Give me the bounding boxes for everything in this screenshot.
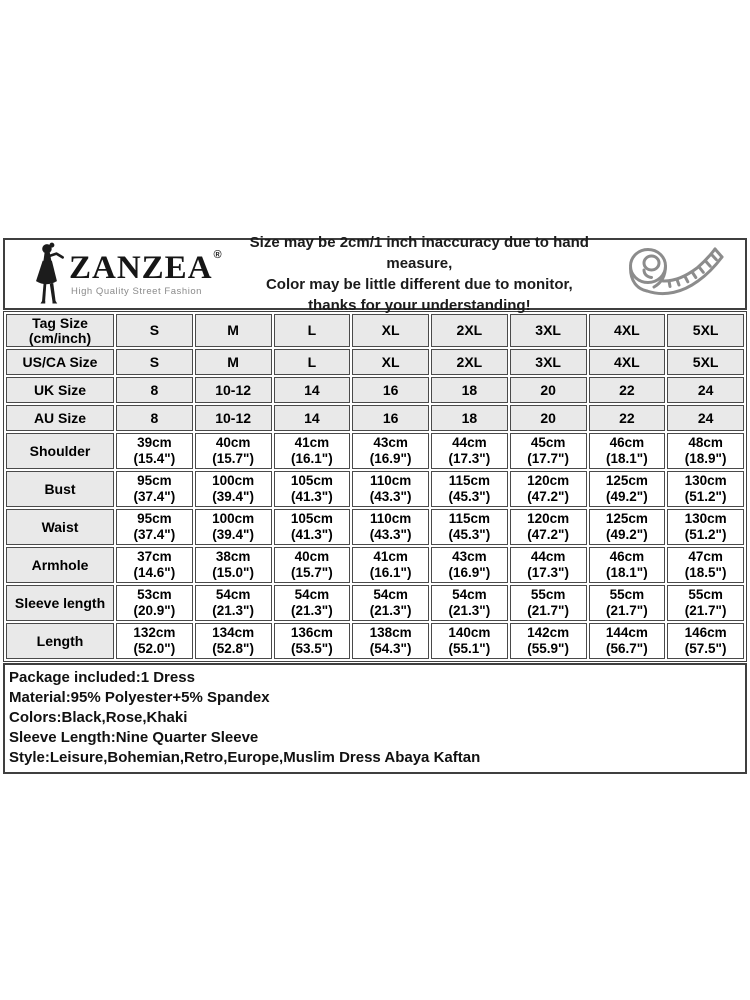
size-value-cell-text: 22 [619, 410, 635, 426]
disclaimer-line: thanks for your understanding! [308, 297, 531, 314]
measurement-cell-text: (21.3") [212, 603, 254, 618]
measurement-cell [116, 433, 193, 469]
measurement-cell-text: (18.9") [684, 451, 727, 466]
measurement-cell-text: (41.3") [291, 489, 333, 504]
measurement-cell-text: 110cm [369, 510, 412, 526]
measurement-cell-text: 134cm [212, 624, 255, 640]
measuring-tape-icon [617, 244, 729, 304]
measurement-cell-text: (53.5") [291, 641, 333, 656]
row-label-cell-text: Shoulder [29, 442, 91, 459]
size-conversion-row [6, 377, 744, 403]
measurement-cell [510, 433, 587, 469]
measurement-cell-text: 53cm [137, 586, 172, 602]
measurement-cell [195, 471, 272, 507]
size-value-cell [116, 405, 193, 431]
measurement-cell [352, 585, 429, 621]
brand-logo [27, 242, 222, 306]
measurement-cell-text: 55cm [609, 586, 645, 602]
row-label-cell-text: US/CA Size [22, 354, 98, 370]
measurement-cell [116, 509, 193, 545]
material-line: Material:95% Polyester+5% Spandex [9, 689, 270, 706]
brand-logo-text [69, 248, 222, 297]
measurement-cell [510, 585, 587, 621]
measurement-cell [510, 547, 587, 583]
measurement-cell-text: (21.3") [448, 603, 491, 618]
size-value-cell [116, 377, 193, 403]
disclaimer-line: Size may be 2cm/1 inch inaccuracy due to hand measure, [249, 234, 589, 272]
measurement-cell-text: (18.5") [684, 565, 727, 580]
measurement-cell [510, 509, 587, 545]
measurement-cell [352, 471, 429, 507]
size-value-cell [352, 349, 429, 375]
column-header-cell [274, 314, 351, 347]
size-value-cell-text: 24 [697, 410, 714, 426]
size-conversion-row [6, 349, 744, 375]
measurement-cell [589, 623, 666, 659]
measurement-cell-text: 39cm [137, 434, 172, 450]
size-value-cell [431, 377, 508, 403]
measurement-cell-text: 41cm [373, 548, 408, 564]
measurement-cell [195, 623, 272, 659]
measurement-cell-text: 100cm [212, 510, 255, 526]
row-label-cell-text: Sleeve length [14, 594, 106, 611]
measurement-cell-text: (16.9") [369, 451, 412, 466]
measurement-cell [589, 471, 666, 507]
measurement-cell [431, 623, 508, 659]
measurement-cell-text: (47.2") [527, 527, 569, 542]
measurement-cell-text: (17.7") [527, 451, 569, 466]
measurement-cell [352, 433, 429, 469]
measurement-cell [667, 509, 744, 545]
package-included-line: Package included:1 Dress [9, 669, 195, 686]
measurement-cell [116, 623, 193, 659]
measurement-cell [431, 547, 508, 583]
measurement-row [6, 509, 744, 545]
size-value-cell-text: L [307, 354, 317, 370]
measurement-cell-text: (18.1") [606, 565, 648, 580]
header-box [3, 234, 747, 314]
measurement-cell-text: (16.1") [291, 451, 333, 466]
measurement-cell [510, 471, 587, 507]
size-value-cell [589, 405, 666, 431]
measurement-cell-text: (16.1") [369, 565, 412, 580]
measurement-cell [510, 623, 587, 659]
column-header-cell [431, 314, 508, 347]
size-value-cell-text: 5XL [692, 354, 719, 370]
measurement-cell-text: (47.2") [527, 489, 569, 504]
measurement-cell-text: (51.2") [684, 489, 727, 504]
measurement-cell [352, 509, 429, 545]
size-value-cell-text: 16 [382, 410, 399, 426]
size-value-cell [589, 349, 666, 375]
measurement-cell-text: 37cm [137, 548, 172, 564]
size-value-cell [667, 349, 744, 375]
row-label-cell [6, 405, 114, 431]
measurement-cell-text: 95cm [137, 510, 172, 526]
size-value-cell-text: 18 [461, 410, 478, 426]
measurement-cell-text: 115cm [448, 472, 491, 488]
measurement-cell [431, 585, 508, 621]
column-header-cell [589, 314, 666, 347]
column-header-cell-text: S [149, 322, 160, 338]
size-value-cell-text: 20 [540, 410, 556, 426]
measurement-cell-text: (14.6") [133, 565, 176, 580]
size-value-cell [510, 377, 587, 403]
measurement-cell-text: 54cm [294, 586, 330, 602]
column-header-cell [116, 314, 193, 347]
measurement-cell-text: 110cm [369, 472, 412, 488]
measurement-cell [195, 509, 272, 545]
size-value-cell [274, 405, 351, 431]
measurement-cell [195, 547, 272, 583]
measurement-cell-text: 38cm [215, 548, 251, 564]
woman-silhouette-icon [27, 242, 65, 306]
measurement-cell-text: 105cm [290, 510, 333, 526]
measurement-cell [274, 547, 351, 583]
size-value-cell [116, 349, 193, 375]
style-line: Style:Leisure,Bohemian,Retro,Europe,Muslim Dress Abaya Kaftan [9, 749, 481, 766]
measurement-cell-text: (15.7") [291, 565, 333, 580]
row-label-cell [6, 433, 114, 469]
measurement-row [6, 623, 744, 659]
column-header-cell-text: XL [381, 322, 400, 338]
measurement-cell [589, 547, 666, 583]
size-value-cell [352, 405, 429, 431]
row-label-cell [6, 349, 114, 375]
measurement-cell-text: (55.1") [448, 641, 491, 656]
measurement-cell-text: 41cm [294, 434, 330, 450]
measurement-cell-text: 54cm [452, 586, 487, 602]
measurement-cell-text: (55.9") [527, 641, 569, 656]
row-label-cell-text: Waist [41, 518, 79, 535]
measurement-cell-text: 120cm [527, 472, 570, 488]
measurement-cell-text: 136cm [290, 624, 333, 640]
measurement-cell-text: (39.4") [212, 527, 254, 542]
measurement-cell-text: (21.3") [369, 603, 412, 618]
measurement-cell [195, 585, 272, 621]
colors-line: Colors:Black,Rose,Khaki [9, 709, 188, 726]
measurement-cell-text: 55cm [530, 586, 566, 602]
measurement-cell [431, 433, 508, 469]
size-value-cell [274, 377, 351, 403]
size-value-cell [431, 349, 508, 375]
measurement-cell-text: (56.7") [606, 641, 648, 656]
measurement-cell-text: 45cm [530, 434, 566, 450]
measurement-cell-text: (21.7") [684, 603, 727, 618]
measurement-cell-text: 44cm [530, 548, 566, 564]
measurement-cell-text: 46cm [609, 434, 645, 450]
measurement-cell-text: (21.7") [606, 603, 648, 618]
measurement-cell-text: (39.4") [212, 489, 254, 504]
measurement-cell-text: (57.5") [684, 641, 727, 656]
measurement-row [6, 471, 744, 507]
size-value-cell-text: 16 [382, 382, 399, 398]
row-label-cell-text: UK Size [33, 382, 87, 398]
measurement-cell-text: (54.3") [369, 641, 412, 656]
size-disclaimer [222, 232, 617, 316]
measurement-cell [274, 433, 351, 469]
measurement-cell-text: 43cm [373, 434, 408, 450]
measurement-cell-text: 140cm [448, 624, 491, 640]
size-value-cell-text: 10-12 [215, 410, 252, 426]
measurement-cell [274, 623, 351, 659]
measurement-cell-text: (45.3") [448, 527, 491, 542]
measurement-cell-text: (52.0") [133, 641, 176, 656]
column-header-cell-text: L [307, 322, 317, 338]
measurement-cell-text: (16.9") [448, 565, 491, 580]
measurement-cell-text: 138cm [369, 624, 412, 640]
measurement-cell [116, 471, 193, 507]
measurement-cell [667, 585, 744, 621]
size-value-cell-text: 2XL [456, 354, 483, 370]
measurement-cell-text: (15.0") [212, 565, 254, 580]
size-value-cell [510, 349, 587, 375]
measurement-cell-text: 125cm [605, 472, 648, 488]
size-value-cell [274, 349, 351, 375]
measurement-cell-text: 132cm [133, 624, 176, 640]
measurement-cell [667, 547, 744, 583]
measurement-cell-text: 40cm [294, 548, 330, 564]
measurement-cell [274, 471, 351, 507]
measurement-cell-text: 40cm [215, 434, 251, 450]
size-value-cell [195, 377, 272, 403]
measurement-cell-text: (49.2") [606, 527, 648, 542]
column-header-cell-text: 4XL [614, 322, 640, 338]
measurement-cell [274, 585, 351, 621]
row-label-cell [6, 547, 114, 583]
size-value-cell-text: 18 [461, 382, 478, 398]
size-value-cell-text: 20 [540, 382, 556, 398]
row-label-cell-text: (cm/inch) [28, 329, 92, 346]
disclaimer-line: Color may be little different due to monitor, [265, 276, 573, 293]
measurement-cell [195, 433, 272, 469]
size-value-cell-text: 8 [150, 410, 159, 426]
row-label-cell-text: Bust [44, 480, 76, 497]
column-header-cell-text: 2XL [456, 322, 483, 338]
measurement-cell-text: 146cm [684, 624, 727, 640]
brand-name: ZANZEA [69, 249, 213, 286]
size-value-cell [667, 405, 744, 431]
measurement-cell-text: (15.4") [133, 451, 176, 466]
measurement-cell-text: 130cm [684, 472, 727, 488]
measurement-cell-text: 115cm [448, 510, 491, 526]
column-header-cell-text: 3XL [535, 322, 561, 338]
measurement-cell [352, 547, 429, 583]
measurement-cell-text: (37.4") [133, 489, 176, 504]
measurement-cell-text: 44cm [452, 434, 487, 450]
size-value-cell-text: 4XL [614, 354, 640, 370]
size-value-cell [195, 349, 272, 375]
size-value-cell [431, 405, 508, 431]
product-info-box [3, 663, 747, 774]
row-label-cell-text: Tag Size [32, 314, 88, 331]
size-value-cell-text: S [149, 354, 160, 370]
measurement-cell-text: 54cm [373, 586, 408, 602]
measurement-cell [589, 433, 666, 469]
measurement-cell [667, 433, 744, 469]
column-header-cell [195, 314, 272, 347]
measurement-cell [667, 471, 744, 507]
measurement-cell-text: (18.1") [606, 451, 648, 466]
measurement-cell-text: (45.3") [448, 489, 491, 504]
measurement-cell-text: (37.4") [133, 527, 176, 542]
measurement-cell-text: (21.7") [527, 603, 569, 618]
size-value-cell-text: 3XL [535, 354, 561, 370]
measurement-cell [431, 471, 508, 507]
size-value-cell [352, 377, 429, 403]
measurement-cell [116, 585, 193, 621]
measurement-cell-text: (21.3") [291, 603, 333, 618]
size-value-cell [589, 377, 666, 403]
measurement-cell-text: (17.3") [527, 565, 569, 580]
measurement-cell [667, 623, 744, 659]
size-value-cell-text: 10-12 [215, 382, 252, 398]
measurement-cell-text: 54cm [215, 586, 251, 602]
measurement-cell-text: 46cm [609, 548, 645, 564]
measurement-cell [116, 547, 193, 583]
size-chart-table [3, 311, 747, 662]
measurement-cell-text: (41.3") [291, 527, 333, 542]
size-value-cell-text: M [227, 354, 239, 370]
row-label-cell [6, 471, 114, 507]
measurement-cell [589, 509, 666, 545]
size-value-cell-text: 14 [304, 410, 320, 426]
size-conversion-row [6, 405, 744, 431]
measurement-row [6, 547, 744, 583]
size-value-cell-text: 8 [150, 382, 159, 398]
size-value-cell-text: XL [381, 354, 400, 370]
row-label-cell [6, 585, 114, 621]
measurement-cell-text: 142cm [527, 624, 570, 640]
measurement-cell-text: 120cm [527, 510, 570, 526]
row-label-cell [6, 623, 114, 659]
column-header-cell [352, 314, 429, 347]
measurement-cell-text: 105cm [290, 472, 333, 488]
measurement-cell-text: 47cm [688, 548, 723, 564]
measurement-cell-text: (49.2") [606, 489, 648, 504]
measurement-cell-text: (20.9") [133, 603, 176, 618]
row-label-cell [6, 314, 114, 347]
column-header-cell-text: 5XL [692, 322, 719, 338]
registered-trademark-icon: ® [213, 248, 222, 261]
measurement-cell [431, 509, 508, 545]
measurement-cell-text: (15.7") [212, 451, 254, 466]
measurement-cell-text: 48cm [688, 434, 723, 450]
size-value-cell [195, 405, 272, 431]
measurement-cell-text: 100cm [212, 472, 255, 488]
measurement-cell [274, 509, 351, 545]
row-label-cell-text: Armhole [31, 556, 89, 573]
row-label-cell [6, 509, 114, 545]
measurement-cell-text: 55cm [688, 586, 723, 602]
measurement-cell-text: (51.2") [684, 527, 727, 542]
size-value-cell-text: 14 [304, 382, 320, 398]
measurement-row [6, 585, 744, 621]
measurement-cell-text: (43.3") [369, 489, 412, 504]
measurement-cell-text: (43.3") [369, 527, 412, 542]
measurement-row [6, 433, 744, 469]
row-label-cell [6, 377, 114, 403]
measurement-cell [589, 585, 666, 621]
measurement-cell-text: (17.3") [448, 451, 491, 466]
column-header-cell-text: M [227, 322, 239, 338]
column-header-cell [510, 314, 587, 347]
measurement-cell-text: (52.8") [212, 641, 254, 656]
measurement-cell-text: 144cm [605, 624, 648, 640]
column-header-cell [667, 314, 744, 347]
size-value-cell-text: 24 [697, 382, 714, 398]
measurement-cell-text: 95cm [137, 472, 172, 488]
size-chart-sheet [3, 234, 747, 774]
sleeve-length-line: Sleeve Length:Nine Quarter Sleeve [9, 729, 259, 746]
measurement-cell-text: 125cm [605, 510, 648, 526]
row-label-cell-text: AU Size [33, 410, 87, 426]
measurement-cell-text: 43cm [452, 548, 487, 564]
size-value-cell [510, 405, 587, 431]
brand-tagline: High Quality Street Fashion [71, 285, 203, 297]
table-header-row [6, 314, 744, 347]
size-value-cell-text: 22 [619, 382, 635, 398]
measurement-cell-text: 130cm [684, 510, 727, 526]
size-value-cell [667, 377, 744, 403]
row-label-cell-text: Length [36, 632, 84, 649]
measurement-cell [352, 623, 429, 659]
